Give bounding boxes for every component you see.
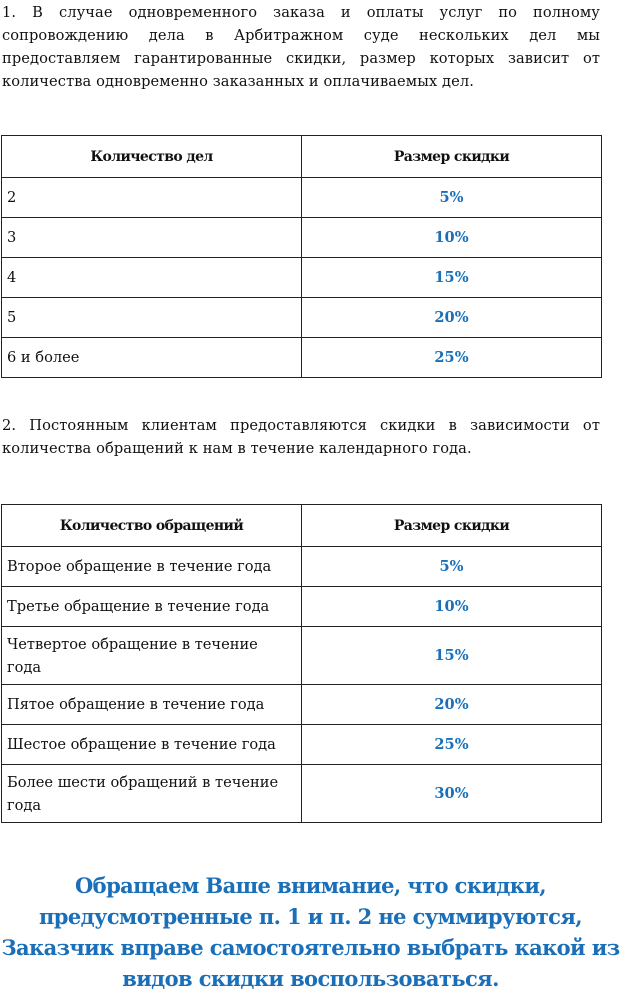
table-row bbox=[2, 338, 602, 378]
row-label: Третье обращение в течение года bbox=[2, 587, 302, 627]
row-label: Пятое обращение в течение года bbox=[2, 685, 302, 725]
notice-text bbox=[0, 870, 621, 994]
row-label: 4 bbox=[2, 258, 302, 298]
row-label: 5 bbox=[2, 298, 302, 338]
table-row bbox=[2, 725, 602, 765]
row-label: 6 и более bbox=[2, 338, 302, 378]
cases-discount-table bbox=[1, 135, 602, 378]
table-row bbox=[2, 627, 602, 685]
row-label: Четвертое обращение в течение года bbox=[2, 627, 302, 685]
row-discount: 20% bbox=[302, 685, 602, 725]
table-row bbox=[2, 587, 602, 627]
table-row bbox=[2, 685, 602, 725]
table-row bbox=[2, 765, 602, 823]
notice-line: предусмотренные п. 1 и п. 2 не суммируются, bbox=[39, 904, 582, 929]
row-label: 3 bbox=[2, 218, 302, 258]
notice-line: Заказчик вправе самостоятельно выбрать какой из bbox=[1, 935, 620, 960]
row-label: Второе обращение в течение года bbox=[2, 547, 302, 587]
notice-line: видов скидки воспользоваться. bbox=[122, 966, 499, 991]
header-discount-size: Размер скидки bbox=[302, 505, 602, 547]
row-label: Более шести обращений в течение года bbox=[2, 765, 302, 823]
header-cases-count: Количество дел bbox=[2, 136, 302, 178]
row-discount: 10% bbox=[302, 587, 602, 627]
table-row bbox=[2, 218, 602, 258]
row-label: Шестое обращение в течение года bbox=[2, 725, 302, 765]
table-row bbox=[2, 258, 602, 298]
row-discount: 25% bbox=[302, 725, 602, 765]
row-discount: 20% bbox=[302, 298, 602, 338]
header-visits-count: Количество обращений bbox=[2, 505, 302, 547]
header-discount-size: Размер скидки bbox=[302, 136, 602, 178]
row-discount: 15% bbox=[302, 258, 602, 298]
table-header-row bbox=[2, 136, 602, 178]
table-row bbox=[2, 547, 602, 587]
row-discount: 10% bbox=[302, 218, 602, 258]
visits-discount-table bbox=[1, 504, 602, 823]
row-discount: 25% bbox=[302, 338, 602, 378]
section-2-text: 2. Постоянным клиентам предоставляются скидки в зависимости от количества обращений к нам в течение календарного года. bbox=[2, 417, 600, 457]
row-discount: 15% bbox=[302, 627, 602, 685]
table-header-row bbox=[2, 505, 602, 547]
table-row bbox=[2, 298, 602, 338]
notice-line: Обращаем Ваше внимание, что скидки, bbox=[74, 873, 547, 898]
row-discount: 30% bbox=[302, 765, 602, 823]
section-1-text: 1. В случае одновременного заказа и оплаты услуг по полному сопровождению дела в Арбитражном суде нескольких дел мы предоставляем гарантированные скидки, размер которых зависит от количества одновременно заказанных и оплачиваемых дел. bbox=[2, 4, 600, 90]
row-label: 2 bbox=[2, 178, 302, 218]
table-row bbox=[2, 178, 602, 218]
row-discount: 5% bbox=[302, 547, 602, 587]
row-discount: 5% bbox=[302, 178, 602, 218]
